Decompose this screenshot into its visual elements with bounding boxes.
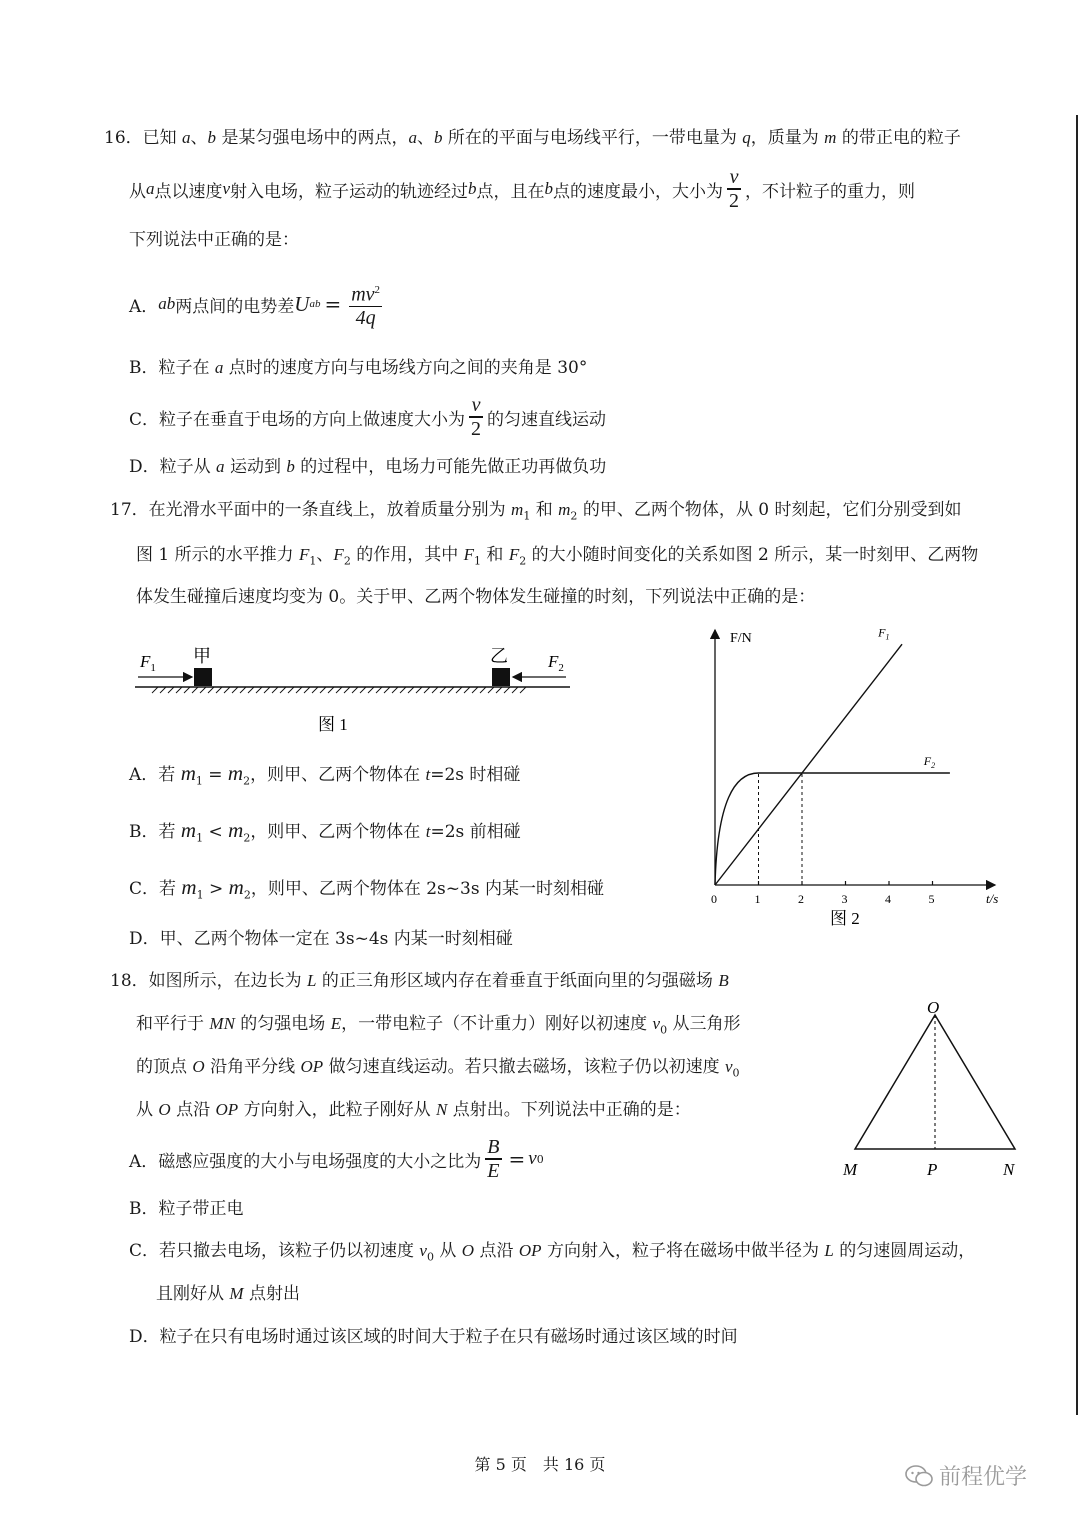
figure-2-caption: 图 2: [830, 909, 860, 928]
q18-line-4: 从 O 点沿 OP 方向射入，此粒子刚好从 N 点射出。下列说法中正确的是：: [136, 1100, 691, 1120]
q18-option-c-line-2: 且刚好从 M 点射出: [156, 1284, 300, 1304]
figure-1-caption: 图 1: [318, 715, 348, 734]
label-m: M: [843, 1160, 858, 1179]
series-f1-label: $F_1$: [878, 625, 890, 642]
y-axis-label: F/N: [730, 631, 752, 646]
x-tick-label-4: 4: [885, 892, 891, 906]
q16-option-d: D．粒子从 a 运动到 b 的过程中，电场力可能先做正功再做负功: [129, 457, 607, 477]
label-yi: 乙: [490, 646, 508, 666]
q17-option-a: A．若 $m_1 = m_2$，则甲、乙两个物体在 t=2s 时相碰: [129, 761, 521, 788]
reference-lines: [759, 773, 803, 885]
label-n: N: [1003, 1160, 1015, 1179]
series-f2-line: [715, 773, 950, 885]
figure-1-diagram: [130, 640, 580, 740]
q16-line-1: 16．已知 a、b 是某匀强电场中的两点，a、b 所在的平面与电场线平行，一带电量为 q，质量为 m 的带正电的粒子: [104, 128, 961, 148]
q16-option-c: C． 粒子在垂直于电场的方向上做速度大小为 $\frac{v}{2}$ 的匀速直线运动: [129, 394, 607, 440]
x-axis-label: t/s: [986, 891, 999, 906]
watermark: [905, 1460, 1027, 1491]
page-right-border: [1076, 115, 1078, 1415]
label-f1: $F_1$: [140, 652, 156, 674]
series-f2-label: $F_2$: [923, 754, 936, 771]
fraction-b-over-e: $\frac{B}{E}$: [487, 1136, 500, 1182]
label-f2: $F_2$: [548, 652, 564, 674]
label-p: P: [927, 1160, 938, 1179]
q18-line-1: 18．如图所示，在边长为 L 的正三角形区域内存在着垂直于纸面向里的匀强磁场 B: [110, 971, 729, 991]
page-footer: 第 5 页 共 16 页: [474, 1455, 606, 1474]
block-yi: [492, 668, 510, 686]
q16-option-b: B．粒子在 a 点时的速度方向与电场线方向之间的夹角是 30°: [129, 358, 588, 378]
x-tick-label-1: 1: [754, 892, 761, 906]
figure-2-chart: [690, 620, 1010, 935]
q18-line-3: 的顶点 O 沿角平分线 OP 做匀速直线运动。若只撤去磁场，该粒子仍以初速度 $v_0$: [136, 1057, 740, 1080]
block-jia: [194, 668, 212, 686]
q17-line-3: 体发生碰撞后速度均变为 0。关于甲、乙两个物体发生碰撞的时刻，下列说法中正确的是：: [136, 587, 816, 607]
x-tick-label-5: 5: [928, 892, 935, 906]
q18-option-a: A． 磁感应强度的大小与电场强度的大小之比为 $\frac{B}{E}$ = v 0: [129, 1136, 544, 1182]
ground-hatching: [152, 687, 526, 693]
q16-line-3: 下列说法中正确的是：: [129, 230, 299, 250]
q16-line-2: 从 a 点以速度 v 射入电场，粒子运动的轨迹经过 b 点，且在 b 点的速度最小，大小为 $\frac{v}{2}$ ，不计粒子的重力，则: [129, 166, 916, 212]
fraction-mv2-over-4q: $\frac{mv^2}{4q}$: [351, 283, 381, 330]
label-o: O: [927, 998, 940, 1017]
q18-option-c-line-1: C．若只撤去电场，该粒子仍以初速度 $v_0$ 从 O 点沿 OP 方向射入，粒子将在磁场中做半径为 L 的匀速圆周运动，: [129, 1241, 976, 1264]
q17-line-2: 图 1 所示的水平推力 $F_1$、$F_2$ 的作用，其中 $F_1$ 和 $F_2$ 的大小随时间变化的关系如图 2 所示，某一时刻甲、乙两物: [136, 545, 979, 568]
x-tick-label-3: 3: [841, 892, 848, 906]
q18-option-d: D．粒子在只有电场时通过该区域的时间大于粒子在只有磁场时通过该区域的时间: [129, 1327, 738, 1347]
triangle-figure: [835, 995, 1035, 1185]
q17-option-d: D．甲、乙两个物体一定在 3s~4s 内某一时刻相碰: [129, 929, 513, 949]
q17-option-b: B．若 $m_1 < m_2$，则甲、乙两个物体在 t=2s 前相碰: [129, 818, 521, 845]
q18-option-b: B．粒子带正电: [129, 1199, 244, 1219]
x-tick-label-2: 2: [798, 892, 804, 906]
q16-option-a: A． ab 两点间的电势差 U ab = $\frac{mv^2}{4q}$: [129, 275, 386, 333]
fraction-v-over-2-c: $\frac{v}{2}$: [471, 394, 482, 440]
label-jia: 甲: [193, 646, 211, 666]
series-f1-line: [715, 644, 902, 885]
watermark-text: 前程优学: [939, 1465, 1028, 1490]
x-tick-label-0: 0: [711, 892, 717, 906]
wechat-icon: [905, 1465, 933, 1487]
q17-option-c: C．若 $m_1 > m_2$，则甲、乙两个物体在 2s~3s 内某一时刻相碰: [129, 875, 604, 902]
q17-line-1: 17．在光滑水平面中的一条直线上，放着质量分别为 $m_1$ 和 $m_2$ 的甲、乙两个物体，从 0 时刻起，它们分别受到如: [110, 500, 962, 523]
fraction-v-over-2: $\frac{v}{2}$: [729, 166, 740, 212]
q18-line-2: 和平行于 MN 的匀强电场 E，一带电粒子（不计重力）刚好以初速度 $v_0$ 从三角形: [136, 1014, 741, 1037]
